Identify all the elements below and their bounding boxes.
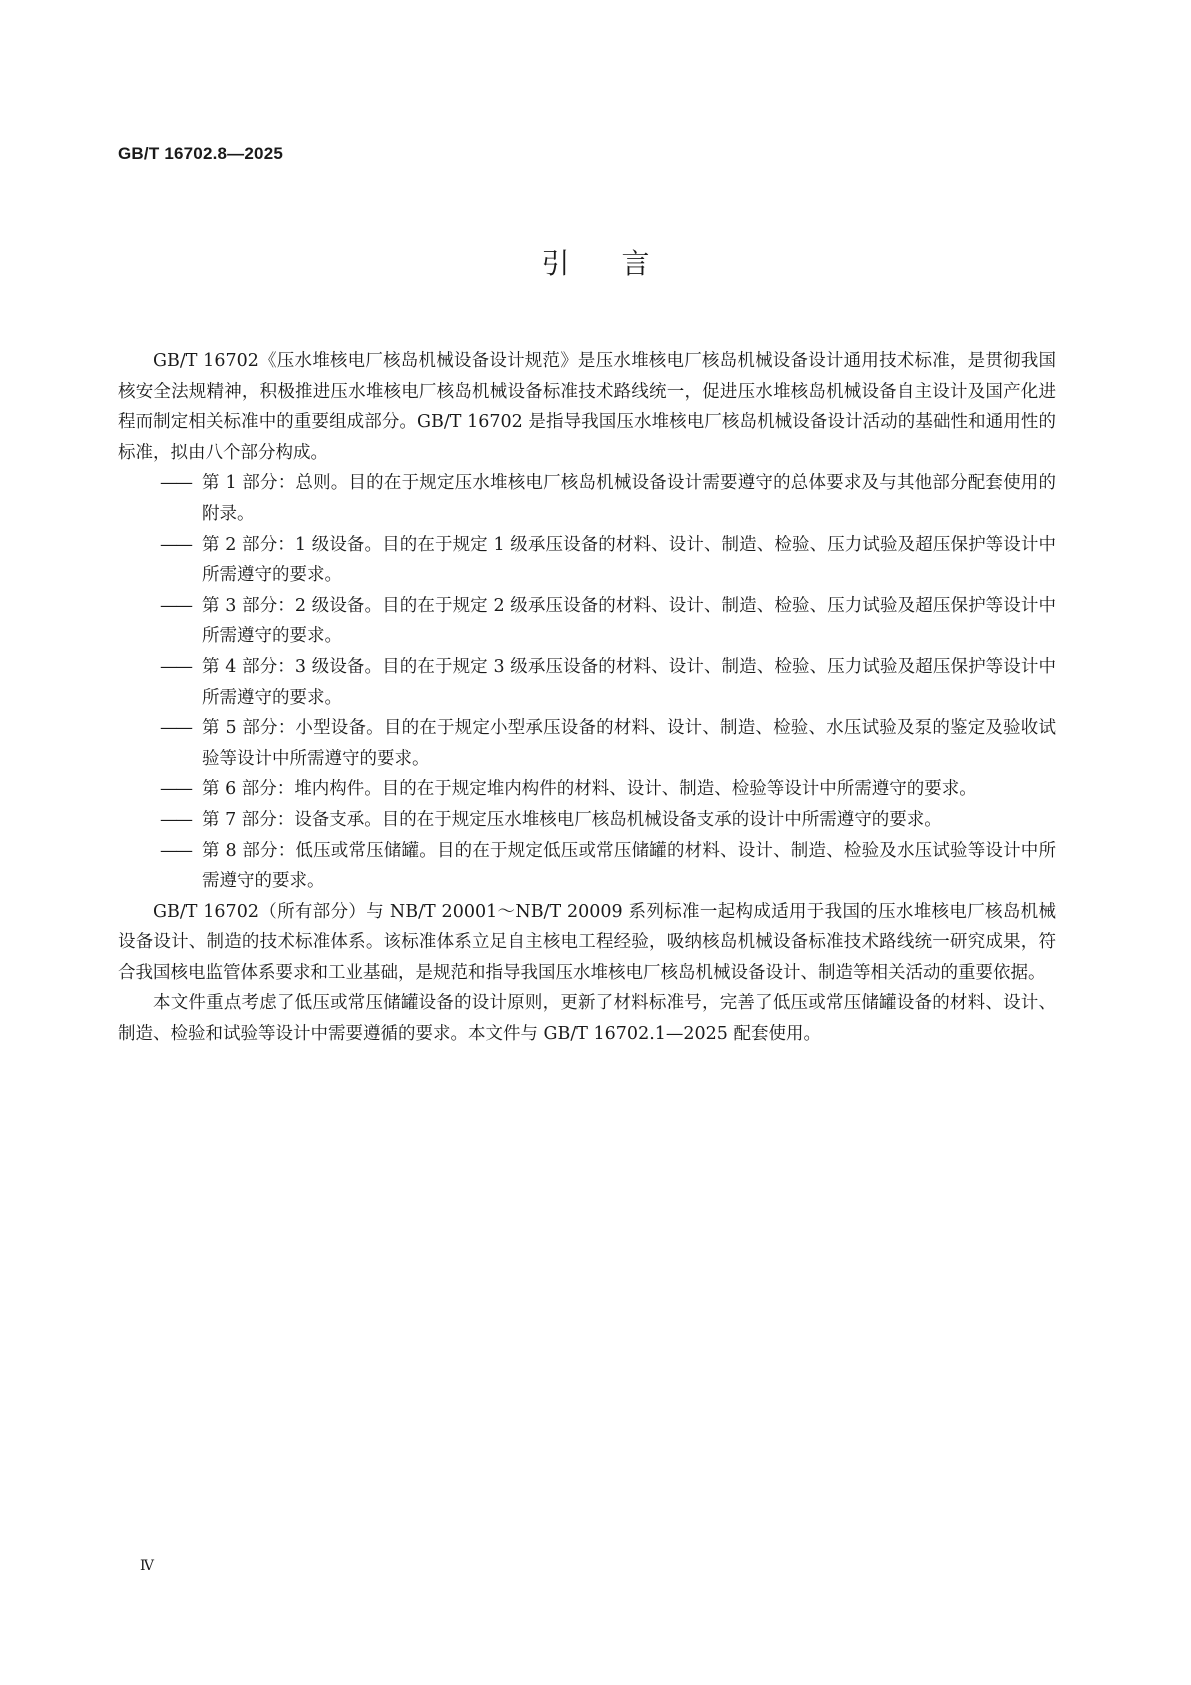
document-body [118, 346, 1056, 1050]
list-item-part-7 [118, 805, 1056, 836]
list-dash: —— [160, 840, 191, 861]
page-title: 引言 [541, 247, 702, 280]
list-item-part-4 [118, 652, 1056, 713]
list-dash: —— [160, 656, 191, 677]
list-dash: —— [160, 718, 191, 739]
part-text: 第 8 部分：低压或常压储罐。目的在于规定低压或常压储罐的材料、设计、制造、检验及水压试验等设计中所需遵守的要求。 [202, 840, 1056, 892]
list-dash: —— [160, 809, 191, 830]
list-item-part-2 [118, 530, 1056, 591]
list-item-part-3 [118, 591, 1056, 652]
list-item-part-6 [118, 774, 1056, 805]
focus-paragraph: 本文件重点考虑了低压或常压储罐设备的设计原则，更新了材料标准号，完善了低压或常压储罐设备的材料、设计、制造、检验和试验等设计中需要遵循的要求。本文件与 GB/T 16702.1—2025 配套使用。 [118, 993, 1056, 1045]
list-dash: —— [160, 534, 191, 555]
page-number: Ⅳ [140, 1558, 154, 1574]
parts-list [118, 468, 1056, 896]
part-text: 第 5 部分：小型设备。目的在于规定小型承压设备的材料、设计、制造、检验、水压试验及泵的鉴定及验收试验等设计中所需遵守的要求。 [202, 718, 1056, 769]
system-paragraph: GB/T 16702（所有部分）与 NB/T 20001～NB/T 20009 系列标准一起构成适用于我国的压水堆核电厂核岛机械设备设计、制造的技术标准体系。该标准体系立足自主核电工程经验，吸纳核岛机械设备标准技术路线统一研究成果，符合我国核电监管体系要求和工业基础，是规范和指导我国压水堆核电厂核岛机械设备设计、制造等相关活动的重要依据。 [118, 901, 1056, 983]
part-text: 第 6 部分：堆内构件。目的在于规定堆内构件的材料、设计、制造、检验等设计中所需遵守的要求。 [202, 779, 977, 800]
part-text: 第 2 部分：1 级设备。目的在于规定 1 级承压设备的材料、设计、制造、检验、压力试验及超压保护等设计中所需遵守的要求。 [202, 534, 1056, 586]
standard-number: GB/T 16702.8—2025 [118, 144, 283, 163]
intro-paragraph: GB/T 16702《压水堆核电厂核岛机械设备设计规范》是压水堆核电厂核岛机械设备设计通用技术标准，是贯彻我国核安全法规精神，积极推进压水堆核电厂核岛机械设备标准技术路线统一，促进压水堆核岛机械设备自主设计及国产化进程而制定相关标准中的重要组成部分。GB/T 16702 是指导我国压水堆核电厂核岛机械设备设计活动的基础性和通用性的标准，拟由八个部分构成。 [118, 351, 1056, 463]
list-dash: —— [160, 595, 191, 616]
part-text: 第 4 部分：3 级设备。目的在于规定 3 级承压设备的材料、设计、制造、检验、压力试验及超压保护等设计中所需遵守的要求。 [202, 656, 1056, 708]
list-item-part-5 [118, 713, 1056, 774]
part-text: 第 7 部分：设备支承。目的在于规定压水堆核电厂核岛机械设备支承的设计中所需遵守的要求。 [202, 809, 942, 830]
part-text: 第 1 部分：总则。目的在于规定压水堆核电厂核岛机械设备设计需要遵守的总体要求及与其他部分配套使用的附录。 [202, 473, 1056, 524]
list-item-part-1 [118, 468, 1056, 529]
list-item-part-8 [118, 836, 1056, 897]
list-dash: —— [160, 473, 191, 494]
part-text: 第 3 部分：2 级设备。目的在于规定 2 级承压设备的材料、设计、制造、检验、压力试验及超压保护等设计中所需遵守的要求。 [202, 595, 1056, 647]
list-dash: —— [160, 779, 191, 800]
